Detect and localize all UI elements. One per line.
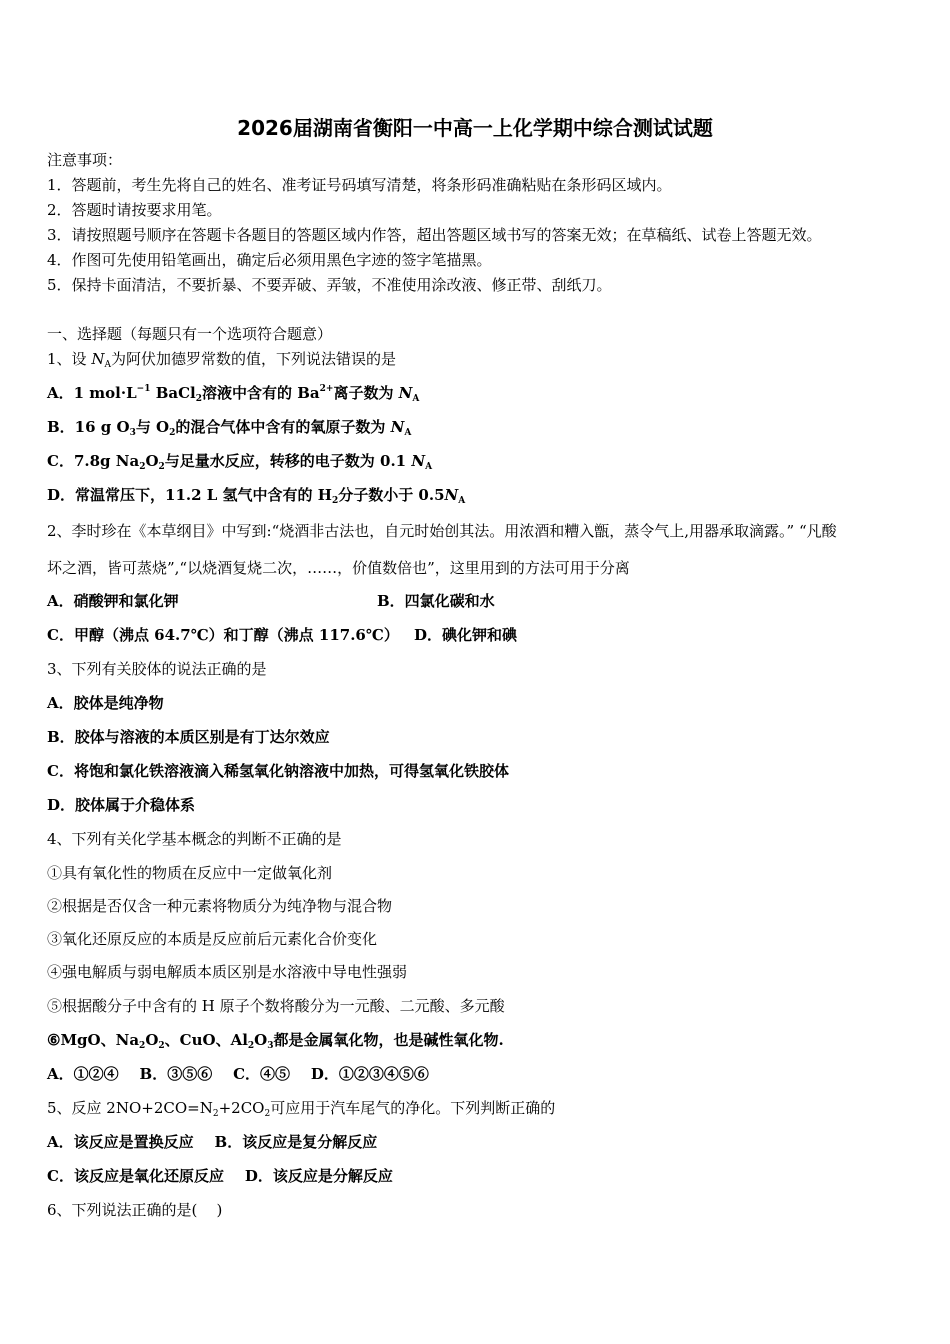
question-4-statement: ①具有氧化性的物质在反应中一定做氧化剂 [47, 864, 333, 882]
notice-item: 1．答题前，考生先将自己的姓名、准考证号码填写清楚，将条形码准确粘贴在条形码区域内。 [47, 176, 672, 194]
section-heading: 一、选择题（每题只有一个选项符合题意） [47, 325, 333, 343]
question-4-stem: 4、下列有关化学基本概念的判断不正确的是 [47, 830, 342, 848]
question-2-option-b: B．四氯化碳和水 [377, 592, 495, 610]
question-5-stem: 5、反应 $2NO+2CO=N_2+2CO_2$可应用于汽车尾气的净化。下列判断正确的 [47, 1099, 556, 1119]
question-4-statement: ③氧化还原反应的本质是反应前后元素化合价变化 [47, 930, 378, 948]
question-3-option-d: D．胶体属于介稳体系 [47, 796, 196, 814]
question-3-option-c: C．将饱和氯化铁溶液滴入稀氢氧化钠溶液中加热，可得氢氧化铁胶体 [47, 762, 509, 780]
notice-item: 2．答题时请按要求用笔。 [47, 201, 222, 219]
question-6-stem: 6、下列说法正确的是( ) [47, 1201, 223, 1219]
notice-item: 5．保持卡面清洁，不要折暴、不要弄破、弄皱，不准使用涂改液、修正带、刮纸刀。 [47, 276, 612, 294]
question-3-option-b: B．胶体与溶液的本质区别是有丁达尔效应 [47, 728, 330, 746]
notice-item: 3．请按照题号顺序在答题卡各题目的答题区域内作答，超出答题区域书写的答案无效；在草稿纸、试卷上答题无效。 [47, 226, 822, 244]
notice-heading: 注意事项： [47, 151, 123, 169]
question-5-options-ab: A．该反应是置换反应 B．该反应是复分解反应 [47, 1133, 378, 1151]
question-4-statement: ⑤根据酸分子中含有的 H 原子个数将酸分为一元酸、二元酸、多元酸 [47, 997, 505, 1015]
question-2-stem-cont: 坏之酒，皆可蒸烧”,“以烧酒复烧二次，……，价值数倍也”，这里用到的方法可用于分离 [47, 559, 630, 577]
question-1-option-a: A．1 $mol\cdot L^{-1}$ BaCl$_2$溶液中含有的 $Ba^{2+}$离子数为 $N_A$ [47, 384, 420, 404]
question-4-statement: ⑥MgO、$Na_2O_2$、CuO、$Al_2O_3$都是金属氧化物，也是碱性氧化物. [47, 1031, 504, 1051]
notice-item: 4．作图可先使用铅笔画出，确定后必须用黑色字迹的签字笔描黑。 [47, 251, 492, 269]
question-1-stem: 1、设 $N_A$为阿伏加德罗常数的值，下列说法错误的是 [47, 350, 396, 370]
question-5-options-cd: C．该反应是氧化还原反应 D．该反应是分解反应 [47, 1167, 393, 1185]
question-3-stem: 3、下列有关胶体的说法正确的是 [47, 660, 267, 678]
question-1-option-c: C．7.8g $Na_2O_2$与足量水反应，转移的电子数为 0.1 $N_A$ [47, 452, 433, 472]
question-4-statement: ②根据是否仅含一种元素将物质分为纯净物与混合物 [47, 897, 393, 915]
page-title: 2026届湖南省衡阳一中高一上化学期中综合测试试题 [237, 116, 713, 140]
question-3-option-a: A．胶体是纯净物 [47, 694, 164, 712]
question-4-options: A．①②④ B．③⑤⑥ C．④⑤ D．①②③④⑤⑥ [47, 1065, 429, 1083]
question-2-option-a: A．硝酸钾和氯化钾 [47, 592, 179, 610]
question-2-stem: 2、李时珍在《本草纲目》中写到:“烧酒非古法也，自元时始创其法。用浓酒和糟入甑，蒸令气上,用器承取滴露。” “凡酸 [47, 522, 837, 540]
question-2-option-d: D．碘化钾和碘 [414, 626, 518, 644]
question-1-option-d: D．常温常压下，11.2 L 氢气中含有的 $H_2$分子数小于 $0.5N_A$ [47, 486, 466, 506]
question-1-option-b: B．16 g $O_3$与 $O_2$的混合气体中含有的氧原子数为 $N_A$ [47, 418, 412, 438]
question-2-option-c: C．甲醇（沸点 64.7℃）和丁醇（沸点 117.6℃） [47, 626, 399, 644]
question-4-statement: ④强电解质与弱电解质本质区别是水溶液中导电性强弱 [47, 963, 408, 981]
